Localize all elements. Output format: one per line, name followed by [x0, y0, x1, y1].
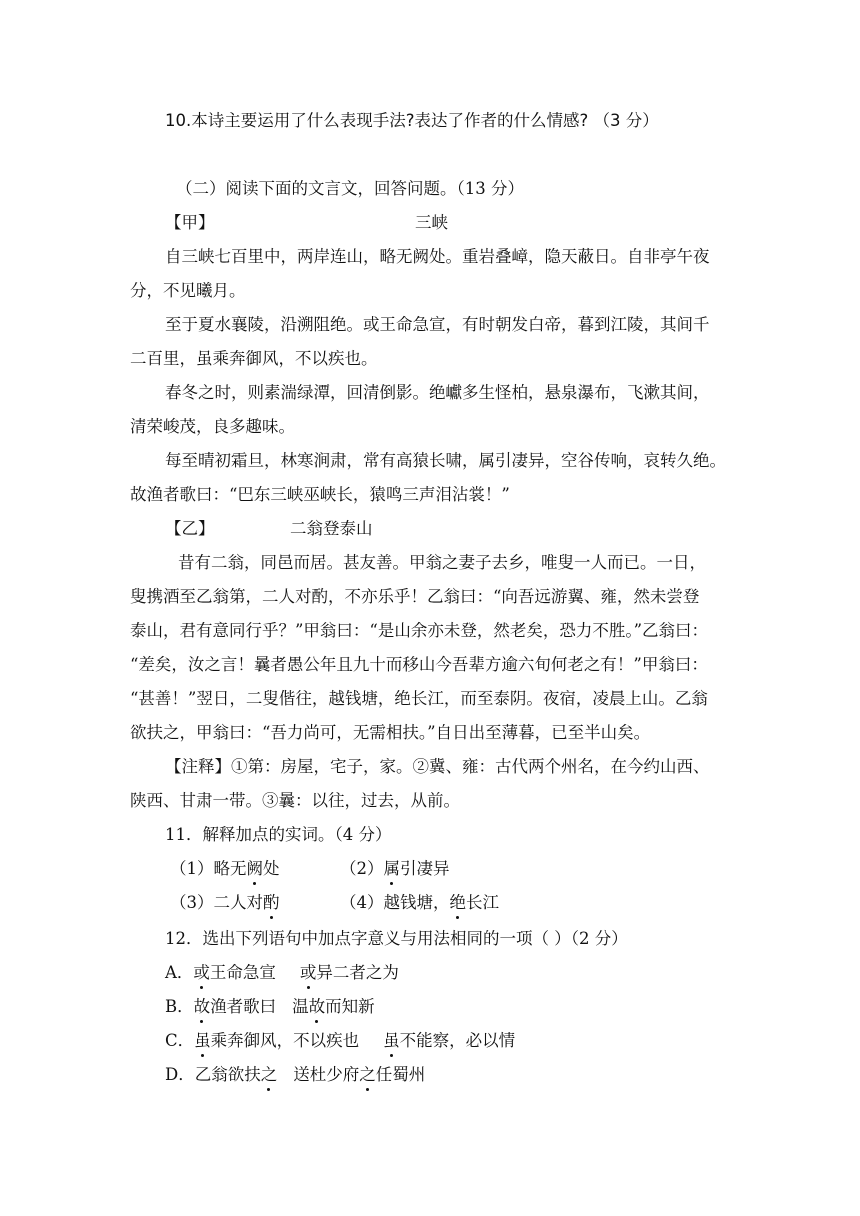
dotted-character: 故 — [193, 997, 211, 1016]
dotted-character: 之 — [260, 1065, 278, 1084]
dotted-character: 绝 — [449, 893, 466, 912]
jia-paragraph-line: 春冬之时，则素湍绿潭，回清倒影。绝巘多生怪柏，悬泉瀑布，飞漱其间， — [165, 383, 710, 402]
section-2-heading: （二）阅读下面的文言文，回答问题。（13 分） — [176, 179, 524, 198]
passage-yi-title: 二翁登泰山 — [290, 519, 373, 538]
yi-paragraph-line: 泰山，君有意同行乎？”甲翁曰：“是山余亦未登，然老矣，恐力不胜。”乙翁曰： — [130, 621, 709, 640]
jia-paragraph-line: 清荣峻茂，良多趣味。 — [130, 417, 295, 436]
dotted-character: 属 — [383, 859, 400, 878]
dotted-character: 酌 — [263, 893, 280, 912]
yi-paragraph-line: 昔有二翁，同邑而居。甚友善。甲翁之妻子去乡，唯叟一人而已。一日， — [178, 553, 706, 572]
dotted-character: 故 — [308, 997, 326, 1016]
question-10: 10.本诗主要运用了什么表现手法?表达了作者的什么情感? （3 分） — [165, 111, 659, 130]
question-12-stem: 12．选出下列语句中加点字意义与用法相同的一项（ ）（2 分） — [165, 929, 628, 948]
yi-paragraph-line: 欲扶之，甲翁曰：“吾力尚可，无需相扶。”自日出至薄暮，已至半山矣。 — [130, 723, 651, 742]
question-12-option-a: A．或王命急宣 或异二者之为 — [165, 963, 399, 982]
question-12-option-d: D．乙翁欲扶之 送杜少府之任蜀州 — [165, 1065, 426, 1084]
question-11-stem: 11．解释加点的实词。（4 分） — [165, 825, 392, 844]
question-12-option-b: B．故渔者歌曰 温故而知新 — [165, 997, 375, 1016]
notes-text: ①第：房屋，宅子，家。②冀、雍：古代两个州名，在今约山西、 — [231, 757, 710, 776]
passage-jia-tag: 【甲】 — [165, 213, 215, 232]
passage-yi-tag: 【乙】 — [165, 519, 215, 538]
yi-paragraph-line: “差矣，汝之言！曩者愚公年且九十而移山今吾辈方逾六旬何老之有！”甲翁曰： — [130, 655, 708, 674]
notes-line — [165, 756, 710, 778]
jia-paragraph-line: 故渔者歌曰：“巴东三峡巫峡长，猿鸣三声泪沾裳！” — [130, 485, 510, 504]
jia-paragraph-line: 每至晴初霜旦，林寒涧肃，常有高猿长啸，属引凄异，空谷传响，哀转久绝。 — [165, 451, 726, 470]
passage-jia-title: 三峡 — [415, 213, 448, 232]
question-11-item-4: （4）越钱塘，绝长江 — [340, 893, 499, 912]
jia-paragraph-line: 至于夏水襄陵，沿溯阻绝。或王命急宣，有时朝发白帝，暮到江陵，其间千 — [165, 315, 710, 334]
dotted-character: 或 — [193, 963, 210, 982]
jia-paragraph-line: 二百里，虽乘奔御风，不以疾也。 — [130, 349, 378, 368]
yi-paragraph-line: “甚善！”翌日，二叟偕往，越钱塘，绝长江，而至泰阴。夜宿，凌晨上山。乙翁 — [130, 689, 708, 708]
notes-label: 【注释】 — [165, 757, 231, 776]
question-11-item-3: （3）二人对酌 — [170, 893, 280, 912]
jia-paragraph-line: 分，不见曦月。 — [130, 281, 246, 300]
dotted-character: 阙 — [246, 859, 263, 878]
question-12-option-c: C．虽乘奔御风，不以疾也 虽不能察，必以情 — [165, 1031, 516, 1050]
dotted-character: 之 — [359, 1065, 376, 1084]
dotted-character: 或 — [299, 963, 317, 982]
dotted-character: 虽 — [194, 1031, 211, 1050]
dotted-character: 虽 — [383, 1031, 400, 1050]
question-11-item-2: （2）属引凄异 — [340, 859, 450, 878]
jia-paragraph-line: 自三峡七百里中，两岸连山，略无阙处。重岩叠嶂，隐天蔽日。自非亭午夜 — [165, 247, 710, 266]
question-11-item-1: （1）略无阙处 — [170, 859, 280, 878]
yi-paragraph-line: 叟携酒至乙翁第，二人对酌，不亦乐乎！乙翁曰：“向吾远游翼、雍，然未尝登 — [130, 587, 700, 606]
notes-line-2: 陕西、甘肃一带。③曩：以往，过去，从前。 — [130, 791, 460, 810]
